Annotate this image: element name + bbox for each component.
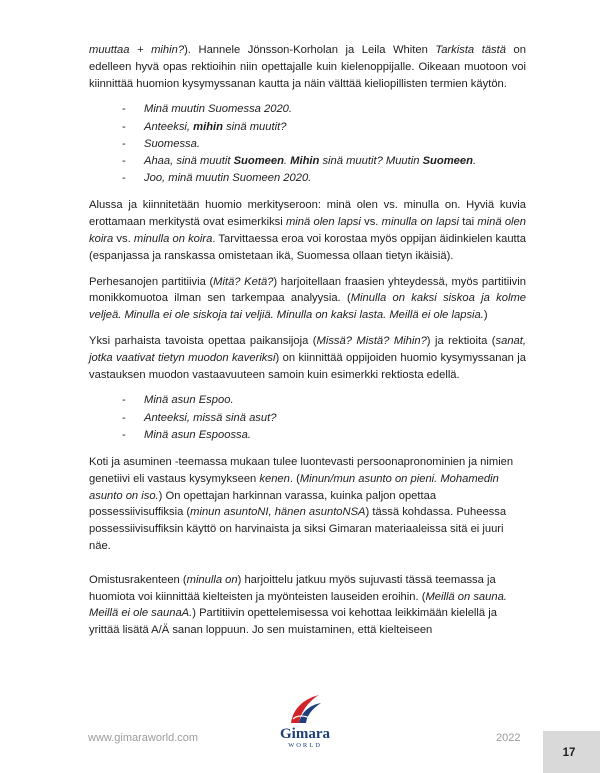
text-run: Alussa ja kiinnitetään huomio merkityseroon: minä olen vs. minulla on. Hyviä kuvia erottamaan merkitystä ovat esimerkiksi bbox=[89, 199, 526, 229]
italic-text: minulla on bbox=[186, 573, 238, 586]
italic-text: Missä? Mistä? Mihin? bbox=[316, 334, 427, 347]
italic-text: Minun/mun asunto on pieni. Mohamedin asunto on iso. bbox=[89, 472, 499, 502]
italic-text: minä olen lapsi bbox=[285, 216, 361, 229]
italic-text: Minulla on kaksi siskoa ja kolme veljeä. Minulla ei ole siskoja tai veljiä. Minulla on kaksi lasta. Meillä ei ole lapsia. bbox=[89, 292, 526, 322]
text-run: ) ja rektioita ( bbox=[426, 334, 496, 347]
dialog-line bbox=[122, 170, 526, 187]
text-run: vs. bbox=[113, 233, 134, 245]
text-run: Yksi parhaista tavoista opettaa paikansijoja ( bbox=[89, 334, 317, 347]
text-run: tai bbox=[459, 216, 478, 229]
text-run: Suomessa. bbox=[144, 137, 200, 150]
dialog-example-asua bbox=[89, 392, 526, 444]
text-run: . Tarvittaessa eroa voi korostaa myös oppijan äidinkielen kautta (espanjassa ja ranskassa omistetaan ikä, Suomessa ollaan tietyn ikäisiä). bbox=[89, 233, 526, 262]
italic-text: muuttaa + mihin? bbox=[89, 44, 185, 56]
italic-text: kenen bbox=[259, 472, 290, 485]
text-run: Anteeksi, bbox=[144, 120, 194, 133]
logo-subtitle: WORLD bbox=[288, 742, 322, 749]
paragraph-paikansijat bbox=[89, 333, 526, 383]
italic-text: Mitä? Ketä? bbox=[213, 275, 274, 288]
page-content bbox=[89, 42, 526, 648]
dialog-line bbox=[122, 410, 526, 427]
text-run: Ahaa, sinä muutit bbox=[144, 155, 234, 167]
paragraph-olen-vs-on bbox=[89, 197, 526, 264]
italic-text: minulla on koira bbox=[133, 233, 213, 245]
text-run: Minä asun Espoossa. bbox=[144, 428, 251, 441]
bold-text: Suomeen bbox=[422, 155, 473, 167]
page-number-box bbox=[543, 731, 600, 773]
text-run: . bbox=[472, 155, 477, 167]
text-run: Perhesanojen partitiivia ( bbox=[89, 275, 214, 288]
footer-year: 2022 bbox=[496, 732, 521, 744]
dialog-line bbox=[122, 153, 526, 170]
text-run: ) On opettajan harkinnan varassa, kuinka paljon opettaa possessiivisuffiksia ( bbox=[89, 489, 437, 519]
bold-text: mihin bbox=[193, 120, 223, 133]
text-run: ) Partitiivin opettelemisessa voi kehottaa leikkimään kielellä ja yrittää lisätä A/Ä sanan loppuun. Jo sen muistaminen, että kielteiseen bbox=[89, 607, 497, 637]
gimara-swoosh-icon bbox=[285, 693, 325, 727]
dialog-line bbox=[122, 392, 526, 409]
bold-text: Suomeen bbox=[233, 155, 284, 167]
text-run: ) harjoitellaan fraasien yhteydessä, myös partitiivin monikkomuotoa ilman sen tarkempaa analyysia. ( bbox=[89, 275, 526, 305]
text-run: ) on kiinnittää oppijoiden huomio kysymyssanan ja vastauksen muodon vastaavuuteen samoin kuin esimerkki rektiosta edellä. bbox=[89, 351, 526, 381]
gimara-logo bbox=[272, 693, 338, 773]
footer-website-url: www.gimaraworld.com bbox=[88, 732, 199, 744]
dialog-line bbox=[122, 101, 526, 118]
italic-text: Meillä on sauna. Meillä ei ole saunaA. bbox=[89, 590, 507, 620]
text-run: Koti ja asuminen -teemassa mukaan tulee luontevasti persoonapronominien ja nimien genetiivi eli vastaus kysymykseen bbox=[89, 455, 514, 485]
text-run: sinä muutit? Muutin bbox=[319, 155, 423, 167]
italic-text: sanat, jotka vaativat tietyn muodon kaveriksi bbox=[89, 334, 526, 364]
italic-text: minulla on lapsi bbox=[381, 216, 460, 229]
dialog-line bbox=[122, 119, 526, 136]
italic-text: minä olen koira bbox=[89, 216, 526, 245]
paragraph-genetiivi bbox=[89, 454, 526, 555]
text-run: vs. bbox=[360, 216, 382, 229]
text-run: ) bbox=[483, 309, 488, 322]
dialog-example-muuttaa bbox=[89, 101, 526, 187]
text-run: sinä muutit? bbox=[222, 120, 287, 133]
italic-text: minun asuntoNI, hänen asuntoNSA bbox=[190, 506, 366, 519]
text-run: . ( bbox=[289, 472, 300, 485]
text-run: Omistusrakenteen ( bbox=[89, 573, 187, 586]
dialog-line bbox=[122, 427, 526, 444]
text-run: . bbox=[283, 155, 291, 167]
text-run: ) tässä kohdassa. Puheessa possessiivisuffiksin käyttö on harvinaista ja siksi Gimaran materiaaleissa sitä ei juuri näe. bbox=[89, 506, 507, 552]
dialog-line bbox=[122, 136, 526, 153]
italic-text: Tarkista tästä bbox=[435, 44, 506, 56]
text-run: Joo, minä muutin Suomeen 2020. bbox=[144, 172, 312, 185]
text-run: Minä asun Espoo. bbox=[144, 394, 234, 407]
page-number: 17 bbox=[562, 747, 576, 759]
bold-text: Mihin bbox=[290, 155, 320, 167]
text-run: on edelleen hyvä opas rektioihin niin opettajalle kuin kielenoppijalle. Oikeaan muotoon voi kiinnittää huomion kysymyssanan kautta ja näin välttää kieliopillisten termien käytön. bbox=[89, 44, 527, 90]
paragraph-rektio-intro bbox=[89, 42, 526, 92]
paragraph-omistusrakenne bbox=[89, 572, 526, 639]
text-run: Anteeksi, missä sinä asut? bbox=[144, 411, 277, 424]
text-run: Minä muutin Suomessa 2020. bbox=[144, 103, 293, 116]
logo-wordmark: Gimara bbox=[280, 726, 330, 742]
text-run: ) harjoittelu jatkuu myös sujuvasti tässä teemassa ja huomiota voi kiinnittää kielteisten ja myönteisten lauseiden eroihin. ( bbox=[89, 573, 496, 603]
text-run: ). Hannele Jönsson-Korholan ja Leila Whiten bbox=[184, 44, 436, 56]
paragraph-partitiivi-perhe bbox=[89, 274, 526, 324]
